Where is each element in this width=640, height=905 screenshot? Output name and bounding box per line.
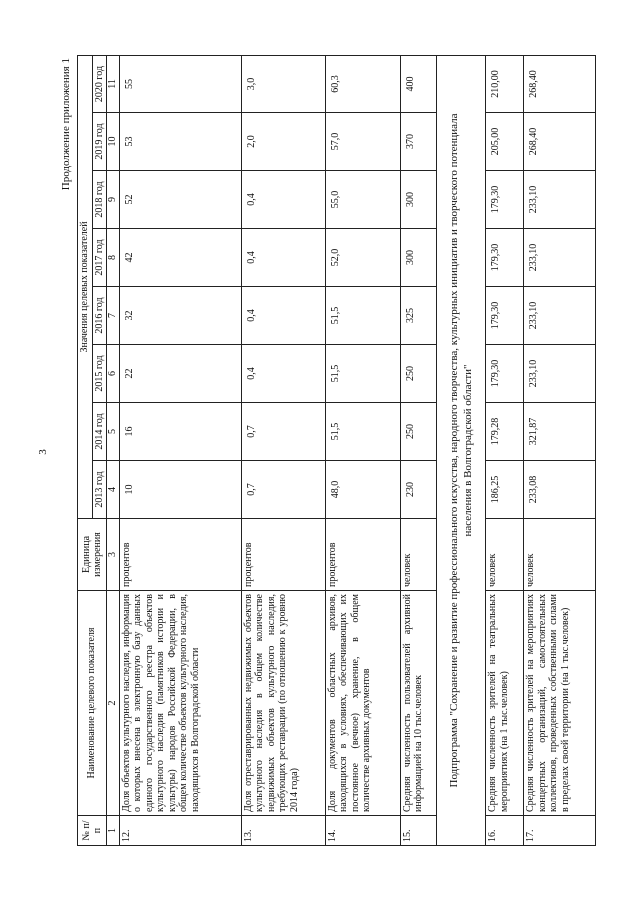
row-value: 179,30 (486, 229, 524, 287)
col-index: 2 (107, 591, 120, 816)
row-unit: человек (486, 519, 524, 591)
row-value: 268,40 (524, 55, 596, 112)
row-value: 53 (119, 113, 241, 171)
row-value: 0,4 (241, 287, 325, 345)
row-value: 55,0 (325, 171, 400, 229)
row-unit: процентов (325, 519, 400, 591)
row-value: 325 (400, 287, 436, 345)
row-value: 230 (400, 461, 436, 519)
subprogram-row (436, 55, 486, 845)
col-index: 3 (107, 519, 120, 591)
row-value: 233,10 (524, 345, 596, 403)
row-unit: процентов (119, 519, 241, 591)
rotated-document-page (62, 56, 607, 846)
row-value: 250 (400, 345, 436, 403)
row-value: 48,0 (325, 461, 400, 519)
table-row (119, 55, 241, 845)
col-index: 4 (107, 461, 120, 519)
row-value: 186,25 (486, 461, 524, 519)
row-value: 321,87 (524, 403, 596, 461)
row-name: Доля отреставрированных недвижимых объектов культурного наследия в общем количестве недвижимых объектов культурного наследия, требующих реставрации (по отношению к уровню 2014 года) (241, 591, 325, 816)
row-value: 179,30 (486, 287, 524, 345)
row-value: 0,4 (241, 171, 325, 229)
table-row (486, 55, 524, 845)
row-value: 55 (119, 55, 241, 112)
row-unit: человек (400, 519, 436, 591)
row-value: 3,0 (241, 55, 325, 112)
row-name: Доля документов областных архивов, находящихся в условиях, обеспечивающих их постоянное (вечное) хранение, в общем количестве архивных документов (325, 591, 400, 816)
header-year: 2017 год (92, 229, 107, 287)
target-indicators-table (77, 55, 596, 846)
header-year: 2014 год (92, 403, 107, 461)
header-no: № п/п (78, 816, 107, 846)
row-name: Доля объектов культурного наследия, информация о которых внесена в электронную базу данных единого государственного реестра объектов культурного наследия (памятников истории и культуры) народов Российской Федерации, в общем количестве объектов культурного наследия, находящихся в Волгоградской области (119, 591, 241, 816)
row-value: 179,30 (486, 171, 524, 229)
row-value: 0,4 (241, 345, 325, 403)
row-value: 0,4 (241, 229, 325, 287)
row-value: 51,5 (325, 287, 400, 345)
row-unit: процентов (241, 519, 325, 591)
row-value: 233,10 (524, 229, 596, 287)
row-no: 17. (524, 816, 596, 846)
row-no: 16. (486, 816, 524, 846)
row-value: 179,30 (486, 345, 524, 403)
row-value: 32 (119, 287, 241, 345)
row-value: 400 (400, 55, 436, 112)
row-value: 60,3 (325, 55, 400, 112)
row-value: 300 (400, 171, 436, 229)
row-value: 57,0 (325, 113, 400, 171)
table-row (524, 55, 596, 845)
row-value: 233,08 (524, 461, 596, 519)
row-value: 0,7 (241, 403, 325, 461)
row-value: 233,10 (524, 287, 596, 345)
row-name: Средняя численность зрителей на театральных мероприятиях (на 1 тыс.человек) (486, 591, 524, 816)
row-value: 51,5 (325, 345, 400, 403)
row-value: 210,00 (486, 55, 524, 112)
row-value: 16 (119, 403, 241, 461)
table-row (400, 55, 436, 845)
row-value: 370 (400, 113, 436, 171)
row-value: 300 (400, 229, 436, 287)
row-no: 14. (325, 816, 400, 846)
header-year: 2016 год (92, 287, 107, 345)
row-unit: человек (524, 519, 596, 591)
header-year: 2013 год (92, 461, 107, 519)
header-year: 2015 год (92, 345, 107, 403)
table-row (241, 55, 325, 845)
col-index: 6 (107, 345, 120, 403)
row-name: Средняя численность зрителей на мероприятиях концертных организаций, самостоятельных коллективов, проведенных собственными силами в пределах своей территории (на 1 тыс.человек) (524, 591, 596, 816)
page-number: 3 (36, 449, 49, 455)
row-value: 179,28 (486, 403, 524, 461)
col-index: 5 (107, 403, 120, 461)
header-unit: Единица измерения (78, 519, 107, 591)
row-name: Средняя численность пользователей архивной информацией на 10 тыс.человек (400, 591, 436, 816)
row-value: 10 (119, 461, 241, 519)
col-index: 9 (107, 171, 120, 229)
row-value: 233,10 (524, 171, 596, 229)
header-name: Наименование целевого показателя (78, 591, 107, 816)
column-index-row (107, 55, 120, 845)
col-index: 11 (107, 55, 120, 112)
row-no: 15. (400, 816, 436, 846)
header-year: 2019 год (92, 113, 107, 171)
header-year: 2020 год (92, 55, 107, 112)
row-value: 205,00 (486, 113, 524, 171)
row-value: 42 (119, 229, 241, 287)
col-index: 8 (107, 229, 120, 287)
row-value: 250 (400, 403, 436, 461)
row-value: 52,0 (325, 229, 400, 287)
col-index: 1 (107, 816, 120, 846)
row-no: 12. (119, 816, 241, 846)
col-index: 7 (107, 287, 120, 345)
header-year: 2018 год (92, 171, 107, 229)
row-no: 13. (241, 816, 325, 846)
row-value: 0,7 (241, 461, 325, 519)
row-value: 268,40 (524, 113, 596, 171)
table-row (325, 55, 400, 845)
row-value: 51,5 (325, 403, 400, 461)
continuation-note: Продолжение приложения 1 (60, 58, 72, 191)
subprogram-title: Подпрограмма "Сохранение и развитие профессионального искусства, народного творчества, культурных инициатив и творческого потенциала населения в Волгоградской области" (436, 55, 486, 845)
col-index: 10 (107, 113, 120, 171)
row-value: 52 (119, 171, 241, 229)
row-value: 22 (119, 345, 241, 403)
row-value: 2,0 (241, 113, 325, 171)
header-values-group: Значения целевых показателей (78, 55, 93, 518)
